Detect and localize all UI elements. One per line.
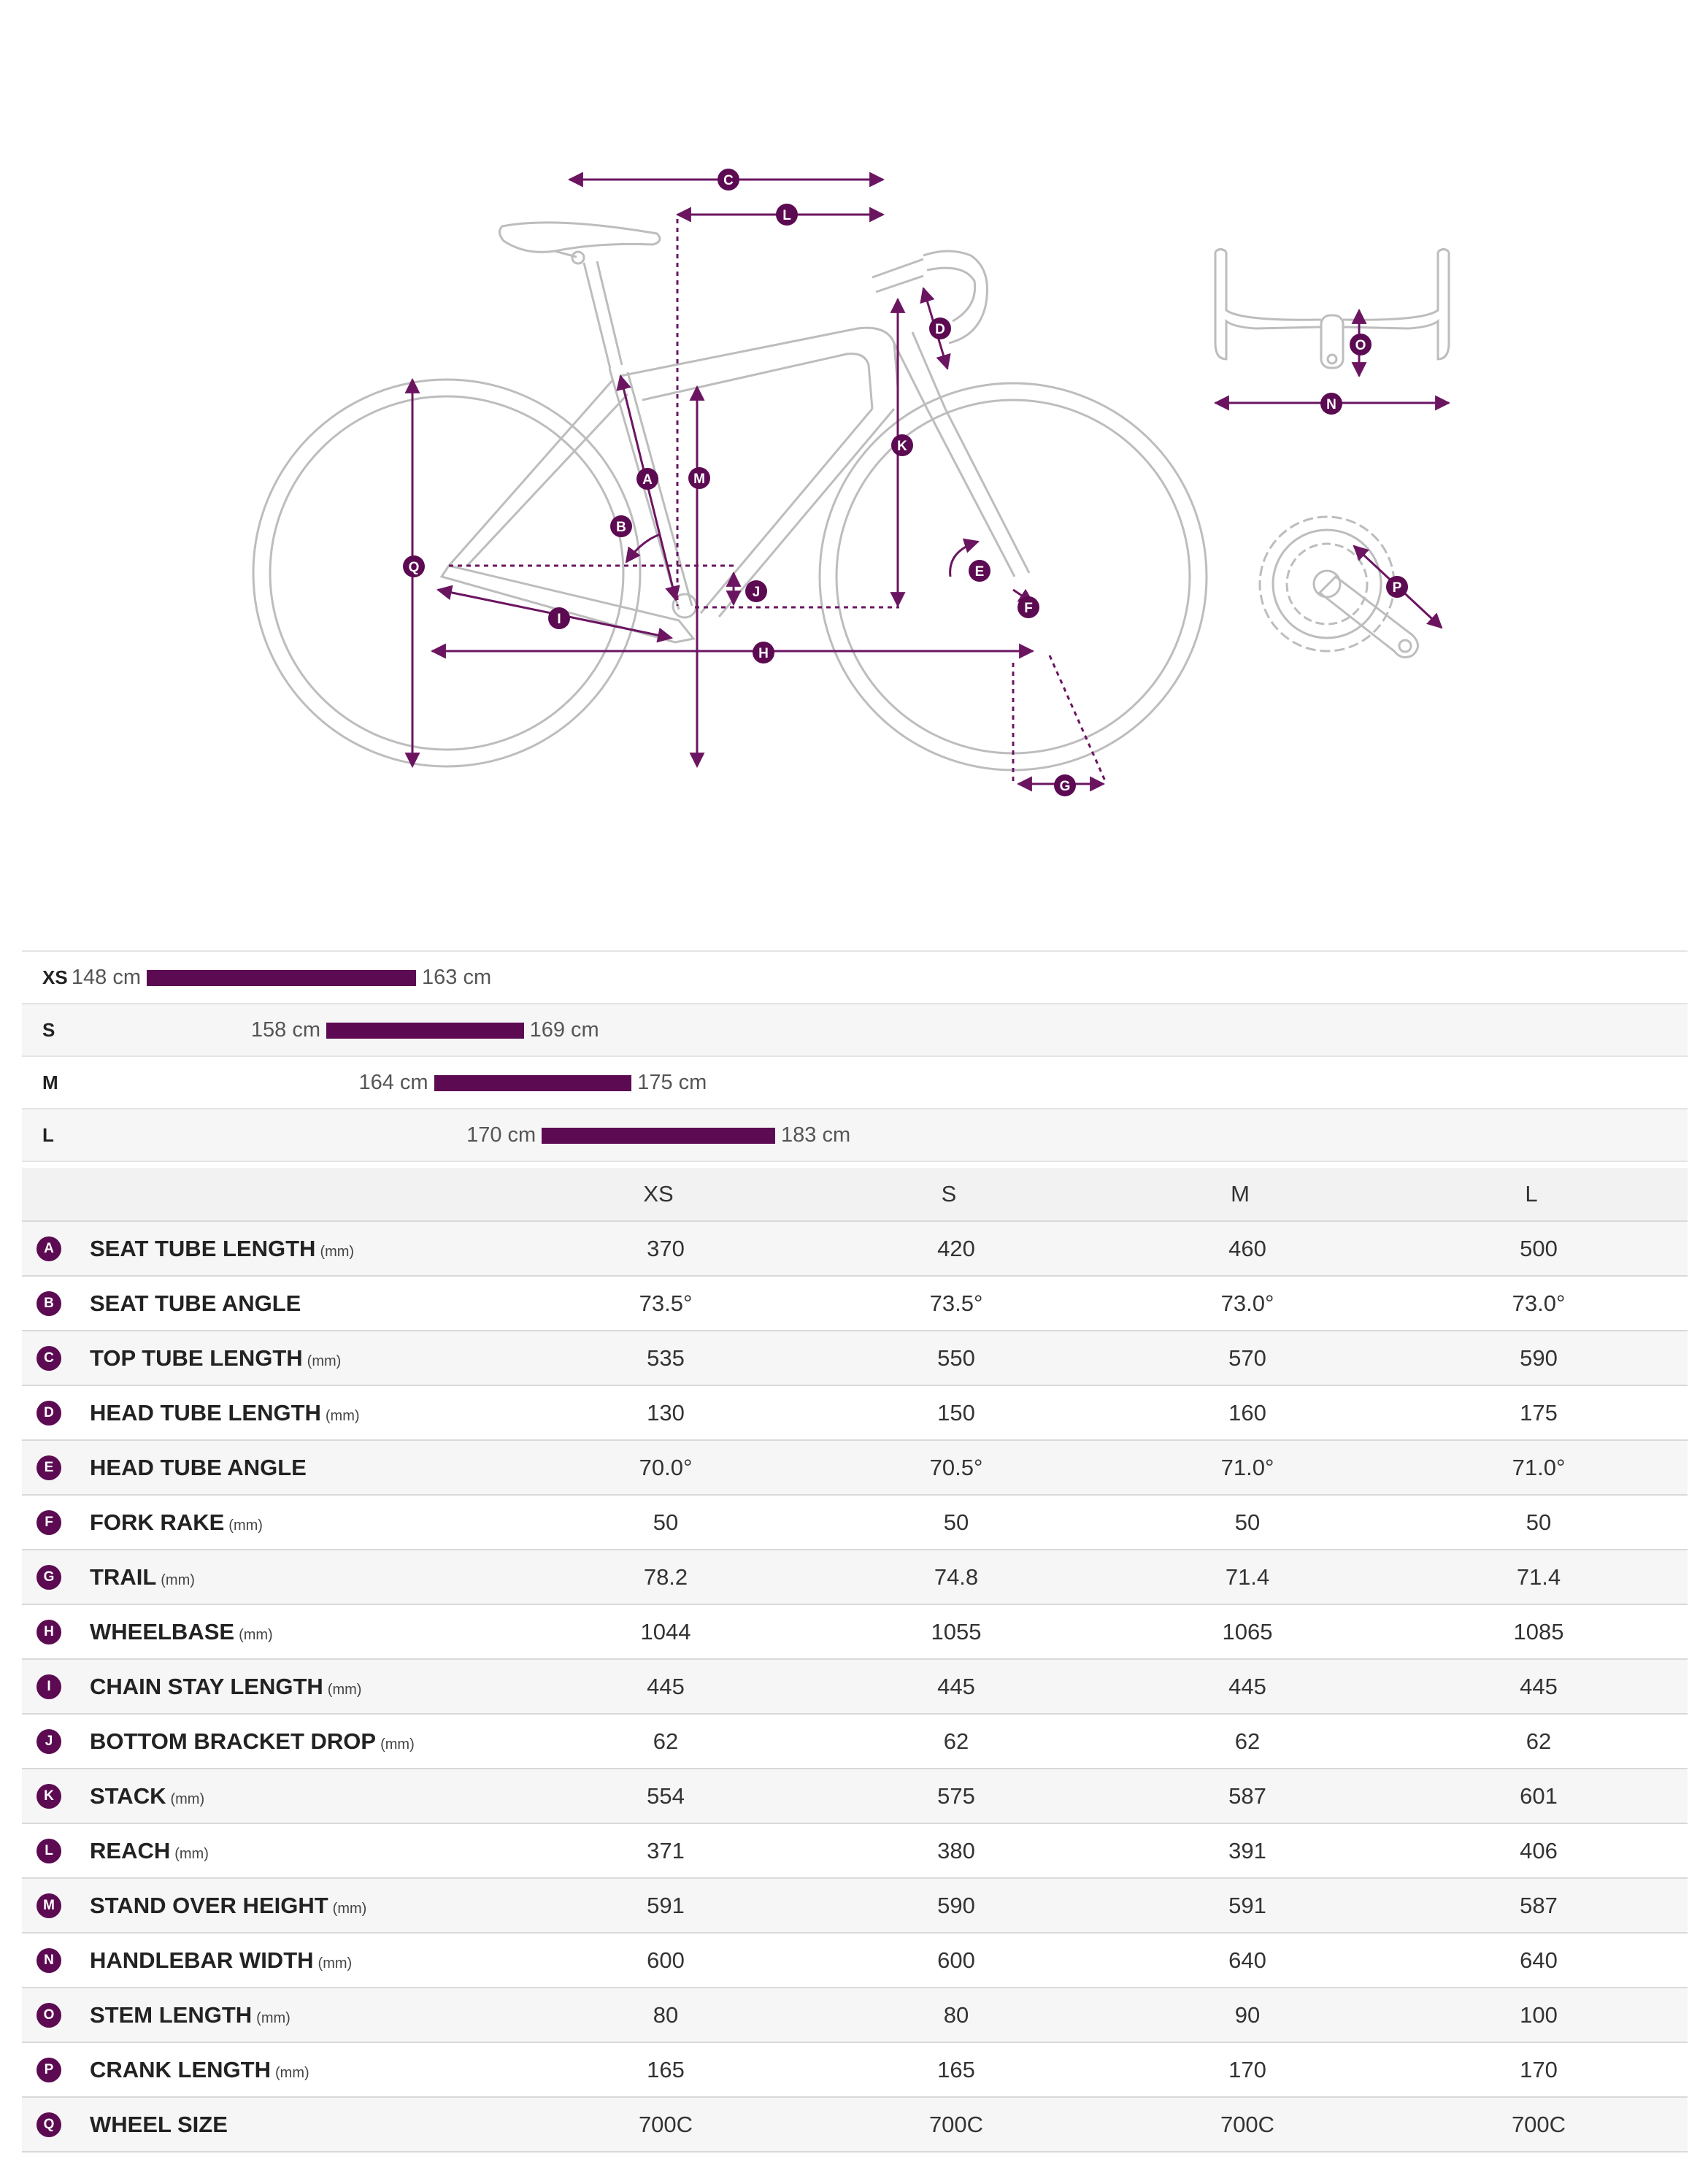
row-label (90, 1605, 273, 1663)
table-cell: 554 (647, 1783, 685, 1809)
table-cell: 50 (1526, 1509, 1552, 1535)
diagram-letter-e: E (974, 564, 985, 580)
row-letter-badge: M (36, 1893, 61, 1918)
table-cell: 70.0° (639, 1455, 693, 1480)
row-label (90, 1496, 263, 1553)
row-unit: (mm) (161, 1572, 195, 1588)
row-letter-badge: I (36, 1674, 61, 1699)
table-row (22, 1275, 1688, 1330)
range-bar (542, 1128, 775, 1144)
table-cell: 71.0° (1512, 1455, 1566, 1480)
diagram-letter-h: H (758, 646, 769, 661)
table-cell: 90 (1234, 2002, 1261, 2028)
table-cell: 590 (1520, 1345, 1558, 1371)
row-name: FORK RAKE (90, 1509, 225, 1535)
table-cell: 700C (638, 2112, 693, 2137)
row-unit: (mm) (239, 1627, 273, 1643)
row-unit: (mm) (320, 1244, 355, 1260)
row-label (90, 1277, 301, 1334)
table-cell: 500 (1520, 1236, 1558, 1261)
range-max: 163 cm (422, 966, 492, 989)
table-cell: 460 (1228, 1236, 1266, 1261)
diagram-letter-d: D (935, 322, 945, 337)
table-row (22, 1932, 1688, 1987)
row-unit: (mm) (332, 1901, 367, 1917)
row-letter-badge: B (36, 1291, 61, 1316)
row-unit: (mm) (256, 2010, 291, 2026)
size-label: M (42, 1072, 58, 1093)
table-cell: 73.0° (1512, 1290, 1566, 1316)
size-row-xs (22, 950, 1688, 1003)
table-cell: 130 (647, 1400, 685, 1426)
diagram-letter-p: P (1392, 580, 1402, 596)
diagram-letter-m: M (693, 472, 705, 487)
table-cell: 1044 (640, 1619, 691, 1644)
table-cell: 62 (1526, 1728, 1552, 1754)
diagram-letter-f: F (1024, 601, 1033, 616)
table-cell: 550 (937, 1345, 975, 1371)
diagram-letter-g: G (1059, 779, 1071, 794)
table-cell: 371 (647, 1838, 685, 1863)
table-cell: 62 (1234, 1728, 1261, 1754)
row-name: WHEELBASE (90, 1619, 235, 1644)
row-letter-badge: N (36, 1948, 61, 1973)
diagram-letter-a: A (642, 472, 653, 488)
row-name: HEAD TUBE ANGLE (90, 1455, 307, 1480)
row-unit: (mm) (318, 1955, 353, 1971)
size-row-s (22, 1003, 1688, 1055)
row-unit: (mm) (380, 1736, 415, 1753)
row-letter-badge: K (36, 1784, 61, 1809)
row-name: REACH (90, 1838, 171, 1863)
column-header-xs: XS (643, 1181, 674, 1207)
table-cell: 73.5° (639, 1290, 693, 1316)
row-letter-badge: A (36, 1236, 61, 1261)
table-row (22, 1549, 1688, 1604)
table-cell: 640 (1228, 1947, 1266, 1973)
range-max: 169 cm (529, 1018, 599, 1042)
table-cell: 1065 (1222, 1619, 1273, 1644)
diagram-letter-q: Q (408, 560, 420, 575)
table-row (22, 1768, 1688, 1823)
range-max: 175 cm (637, 1071, 707, 1094)
row-unit: (mm) (325, 1408, 360, 1424)
table-row (22, 1439, 1688, 1494)
row-label (90, 1441, 307, 1499)
table-cell: 50 (943, 1509, 969, 1535)
row-letter-badge: H (36, 1620, 61, 1644)
table-cell: 700C (928, 2112, 984, 2137)
table-cell: 170 (1520, 2057, 1558, 2082)
table-cell: 600 (937, 1947, 975, 1973)
row-name: CHAIN STAY LENGTH (90, 1674, 323, 1699)
row-label (90, 1660, 361, 1717)
row-label (90, 1331, 341, 1389)
table-cell: 700C (1220, 2112, 1275, 2137)
column-header-s: S (941, 1181, 957, 1207)
row-name: STAND OVER HEIGHT (90, 1893, 328, 1918)
diagram-letter-k: K (897, 439, 907, 454)
table-cell: 80 (943, 2002, 969, 2028)
row-label (90, 1824, 209, 1882)
table-cell: 445 (1520, 1674, 1558, 1699)
table-cell: 420 (937, 1236, 975, 1261)
column-header-m: M (1231, 1181, 1250, 1207)
range-bar (326, 1023, 524, 1039)
range-bar (147, 970, 416, 986)
size-row-m (22, 1055, 1688, 1108)
table-cell: 391 (1228, 1838, 1266, 1863)
table-cell: 74.8 (934, 1564, 979, 1590)
row-letter-badge: J (36, 1729, 61, 1754)
table-row (22, 1823, 1688, 1877)
table-cell: 591 (1228, 1893, 1266, 1918)
table-cell: 165 (647, 2057, 685, 2082)
row-label (90, 1715, 415, 1772)
table-cell: 406 (1520, 1838, 1558, 1863)
table-cell: 175 (1520, 1400, 1558, 1426)
row-name: CRANK LENGTH (90, 2057, 271, 2082)
table-header (22, 1168, 1688, 1220)
row-label (90, 2043, 309, 2101)
column-header-l: L (1525, 1181, 1538, 1207)
table-row (22, 2096, 1688, 2153)
row-letter-badge: E (36, 1455, 61, 1480)
handlebar-top-view (1215, 250, 1449, 369)
row-name: TRAIL (90, 1564, 157, 1590)
table-cell: 590 (937, 1893, 975, 1918)
row-name: HEAD TUBE LENGTH (90, 1400, 321, 1426)
diagram-letter-n: N (1326, 397, 1336, 412)
table-cell: 640 (1520, 1947, 1558, 1973)
table-cell: 50 (653, 1509, 679, 1535)
table-row (22, 1658, 1688, 1713)
diagram-letter-j: J (752, 585, 761, 600)
table-cell: 71.4 (1225, 1564, 1270, 1590)
row-name: WHEEL SIZE (90, 2112, 228, 2137)
row-label (90, 1934, 352, 1991)
row-label (90, 1769, 204, 1827)
range-max: 183 cm (781, 1123, 851, 1147)
dimension-lines (412, 180, 1106, 784)
rider-height-chart (22, 950, 1688, 1162)
table-cell: 370 (647, 1236, 685, 1261)
size-label: L (42, 1124, 54, 1146)
bike-geometry-diagram (0, 0, 1708, 905)
row-name: SEAT TUBE LENGTH (90, 1236, 316, 1261)
table-cell: 380 (937, 1838, 975, 1863)
range-min: 170 cm (466, 1123, 536, 1147)
range-min: 164 cm (358, 1071, 428, 1094)
geometry-table (22, 1168, 1688, 2153)
row-name: TOP TUBE LENGTH (90, 1345, 303, 1371)
row-name: STACK (90, 1783, 166, 1809)
size-label: XS (42, 966, 68, 988)
row-letter-badge: L (36, 1839, 61, 1863)
table-cell: 535 (647, 1345, 685, 1371)
table-cell: 587 (1228, 1783, 1266, 1809)
table-body (22, 1220, 1688, 2153)
row-name: BOTTOM BRACKET DROP (90, 1728, 377, 1754)
table-cell: 570 (1228, 1345, 1266, 1371)
row-label (90, 1386, 360, 1444)
range-min: 158 cm (250, 1018, 320, 1042)
size-row-l (22, 1108, 1688, 1162)
row-name: SEAT TUBE ANGLE (90, 1290, 301, 1316)
row-letter-badge: D (36, 1401, 61, 1426)
table-cell: 62 (943, 1728, 969, 1754)
row-label (90, 1550, 195, 1608)
table-cell: 1085 (1513, 1619, 1564, 1644)
table-row (22, 1604, 1688, 1658)
diagram-letter-badges (403, 169, 1408, 796)
row-name: STEM LENGTH (90, 2002, 253, 2028)
table-cell: 150 (937, 1400, 975, 1426)
row-letter-badge: P (36, 2058, 61, 2082)
table-cell: 445 (647, 1674, 685, 1699)
row-name: HANDLEBAR WIDTH (90, 1947, 314, 1973)
table-cell: 80 (653, 2002, 679, 2028)
table-cell: 165 (937, 2057, 975, 2082)
diagram-letter-i: I (557, 612, 561, 627)
table-cell: 170 (1228, 2057, 1266, 2082)
table-cell: 71.0° (1220, 1455, 1274, 1480)
row-letter-badge: C (36, 1346, 61, 1371)
table-row (22, 1877, 1688, 1932)
table-cell: 1055 (931, 1619, 982, 1644)
row-unit: (mm) (170, 1791, 205, 1807)
table-row (22, 1713, 1688, 1768)
diagram-letter-c: C (723, 173, 734, 188)
range-bar (434, 1075, 632, 1091)
table-cell: 73.0° (1220, 1290, 1274, 1316)
table-cell: 575 (937, 1783, 975, 1809)
table-cell: 62 (653, 1728, 679, 1754)
row-label (90, 1879, 366, 1936)
row-unit: (mm) (174, 1846, 209, 1862)
row-letter-badge: Q (36, 2112, 61, 2137)
table-cell: 78.2 (643, 1564, 688, 1590)
row-unit: (mm) (228, 1517, 263, 1534)
size-label: S (42, 1019, 55, 1041)
table-row (22, 1385, 1688, 1439)
table-cell: 445 (1228, 1674, 1266, 1699)
table-cell: 71.4 (1516, 1564, 1561, 1590)
table-cell: 587 (1520, 1893, 1558, 1918)
row-letter-badge: O (36, 2003, 61, 2028)
table-cell: 50 (1234, 1509, 1261, 1535)
row-label (90, 1988, 291, 2046)
table-cell: 591 (647, 1893, 685, 1918)
table-cell: 70.5° (929, 1455, 983, 1480)
row-label (90, 1222, 354, 1280)
row-unit: (mm) (307, 1353, 342, 1369)
diagram-letter-b: B (616, 520, 626, 535)
table-row (22, 1330, 1688, 1385)
row-letter-badge: F (36, 1510, 61, 1535)
row-unit: (mm) (275, 2065, 309, 2081)
table-row (22, 1220, 1688, 1275)
table-cell: 73.5° (929, 1290, 983, 1316)
table-cell: 100 (1520, 2002, 1558, 2028)
table-row (22, 1494, 1688, 1549)
table-row (22, 2042, 1688, 2096)
range-min: 148 cm (71, 966, 141, 989)
diagram-letter-o: O (1355, 338, 1366, 353)
table-row (22, 1987, 1688, 2042)
table-cell: 700C (1511, 2112, 1566, 2137)
row-label (90, 2098, 228, 2155)
row-unit: (mm) (327, 1682, 362, 1698)
diagram-letter-l: L (782, 208, 791, 223)
table-cell: 601 (1520, 1783, 1558, 1809)
table-cell: 600 (647, 1947, 685, 1973)
row-letter-badge: G (36, 1565, 61, 1590)
table-cell: 160 (1228, 1400, 1266, 1426)
table-cell: 445 (937, 1674, 975, 1699)
